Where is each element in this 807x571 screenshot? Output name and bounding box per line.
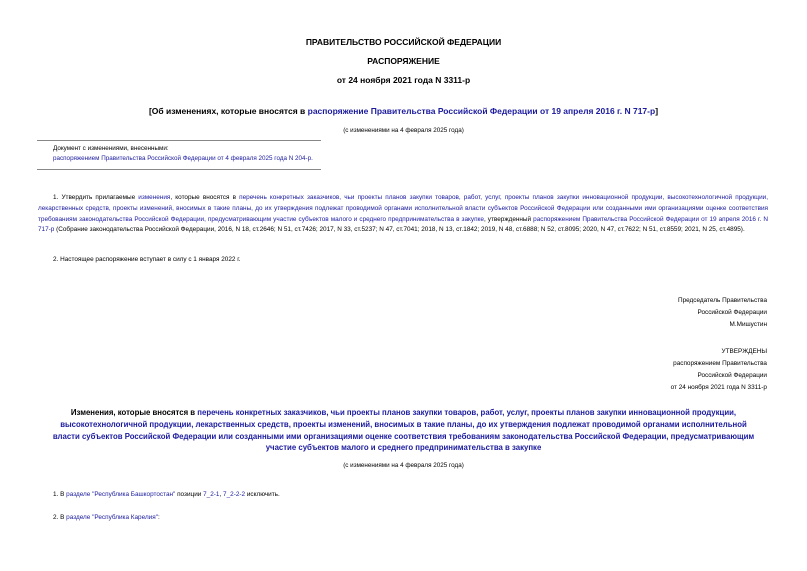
document-subject: [0, 106, 807, 116]
approved-order: распоряжением Правительства: [673, 360, 767, 367]
paragraph-1-text: , утвержденный: [483, 215, 534, 223]
amendments-top-rule: [37, 140, 321, 141]
signature-name: М.Мишустин: [729, 321, 767, 328]
signature-country: Российской Федерации: [697, 309, 767, 316]
item-1-text: 1. В: [53, 491, 67, 498]
signature-title: Председатель Правительства: [678, 297, 767, 304]
subject-link[interactable]: распоряжение Правительства Российской Федерации от 19 апреля 2016 г. N 717-р: [307, 106, 656, 116]
amendments-link[interactable]: распоряжением Правительства Российской Федерации от 4 февраля 2025 года N 204-р.: [53, 155, 313, 162]
approved-heading: УТВЕРЖДЕНЫ: [721, 348, 767, 355]
amendments-annex-link[interactable]: изменения: [138, 194, 171, 201]
paragraph-1-text: 1. Утвердить прилагаемые: [53, 194, 139, 201]
item-2-text: :: [157, 514, 160, 521]
paragraph-1-text: , которые вносятся в: [170, 194, 240, 201]
position-7-2-2-2-link[interactable]: 7_2-2-2: [223, 491, 246, 498]
amendments-label: Документ с изменениями, внесенными:: [53, 145, 169, 152]
item-1-text: позиции: [175, 491, 204, 498]
annex-title-prefix: Изменения, которые вносятся в: [70, 408, 198, 417]
paragraph-1: [38, 193, 768, 236]
order-717-link[interactable]: распоряжением Правительства Российской Федерации от 19 апреля 2016 г. N 717-р: [38, 215, 768, 234]
government-title: ПРАВИТЕЛЬСТВО РОССИЙСКОЙ ФЕДЕРАЦИИ: [305, 37, 502, 47]
annex-revision-note: (с изменениями на 4 февраля 2025 года): [343, 462, 464, 469]
document-date-number: от 24 ноября 2021 года N 3311-р: [336, 75, 471, 85]
section-bashkortostan-link[interactable]: разделе "Республика Башкортостан": [66, 491, 176, 498]
section-karelia-link[interactable]: разделе "Республика Карелия": [66, 514, 158, 521]
approved-block: [671, 346, 767, 394]
item-2-text: 2. В: [53, 514, 67, 521]
item-2: [53, 513, 160, 524]
amendments-bottom-rule: [37, 169, 321, 170]
annex-customers-list-link[interactable]: перечень конкретных заказчиков, чьи проекты планов закупки товаров, работ, услуг, проекты планов закупки инновационной продукции, высокотехнологичной продукции, лекарственных средств, проекты изменений, вносимых в такие планы, до их утверждения подлежат проводимой органами исполнительной власти субъектов Российской Федерации или созданными ими организациями оценке соответствия требованиям законодательства Российской Федерации, предусматривающим участие субъектов малого и среднего предпринимательства в закупке: [52, 408, 755, 453]
customers-list-link[interactable]: перечень конкретных заказчиков, чьи проекты планов закупки товаров, работ, услуг, проекты планов закупки инновационной продукции, высокотехнологичной продукции, лекарственных средств, проекты изменений, вносимых в такие планы, до их утверждения подлежат проводимой органами исполнительной власти субъектов Российской Федерации или созданными ими организациями оценке соответствия требованиям законодательства Российской Федерации, предусматривающим участие субъектов малого и среднего предпринимательства в закупке: [38, 194, 768, 223]
revision-note: (с изменениями на 4 февраля 2025 года): [343, 127, 464, 134]
item-1-text: ,: [219, 491, 224, 498]
paragraph-1-text: (Собрание законодательства Российской Федерации, 2016, N 18, ст.2646; N 51, ст.7426; 2017, N 33, ст.5237; N 47, ст.7041; 2018, N 13, ст.1842; 2019, N 48, ст.6888; N 52, ст.8095; 2020, N 47, ст.7622; N 51, ст.8559; 2021, N 25, ст.4895).: [54, 226, 745, 234]
approved-country: Российской Федерации: [697, 372, 767, 379]
position-7-2-1-link[interactable]: 7_2-1: [203, 491, 220, 498]
annex-title: [46, 407, 761, 454]
item-1: [53, 490, 280, 501]
signature-block: [678, 295, 767, 331]
paragraph-2: 2. Настоящее распоряжение вступает в силу с 1 января 2022 г.: [53, 256, 241, 263]
subject-suffix: ]: [655, 106, 659, 116]
approved-date: от 24 ноября 2021 года N 3311-р: [670, 384, 767, 391]
subject-prefix: [Об изменениях, которые вносятся в: [148, 106, 308, 116]
document-type: РАСПОРЯЖЕНИЕ: [367, 56, 440, 66]
item-1-text: исключить.: [245, 491, 280, 498]
